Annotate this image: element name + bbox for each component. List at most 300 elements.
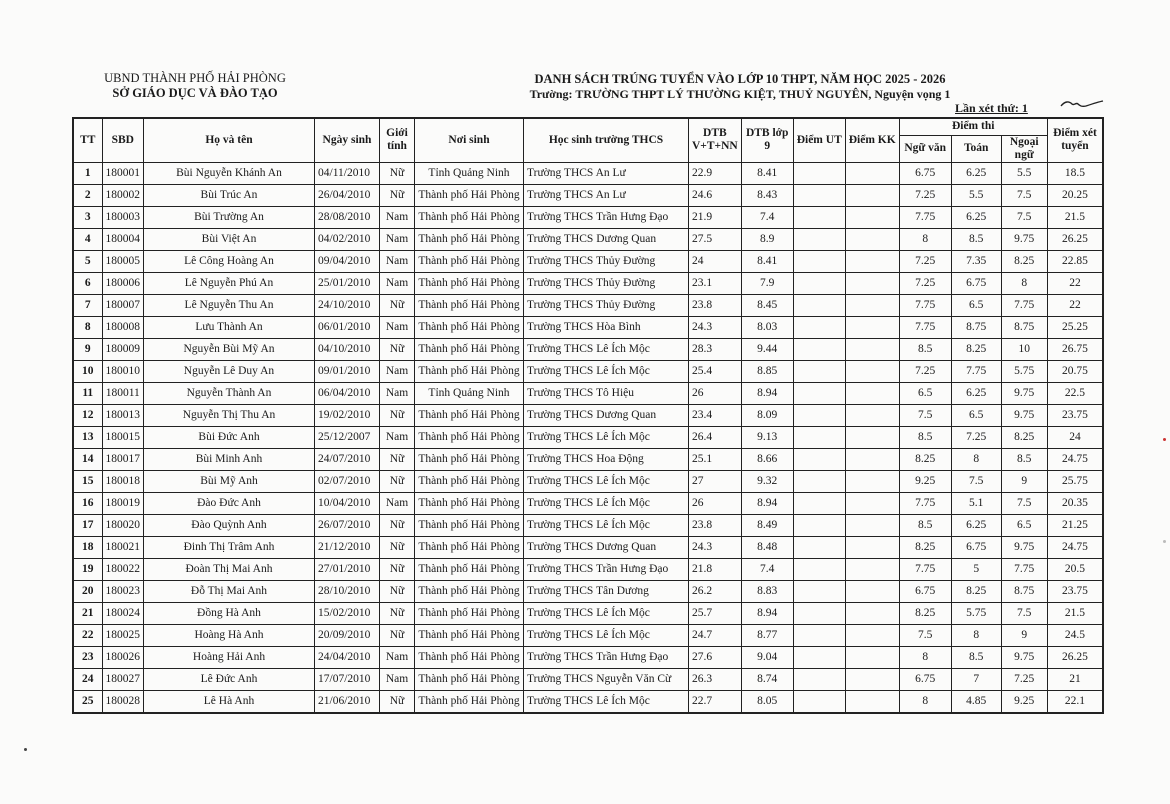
row-birthplace: Thành phố Hải Phòng bbox=[415, 426, 524, 448]
document-title: DANH SÁCH TRÚNG TUYỂN VÀO LỚP 10 THPT, NĂM HỌC 2025 - 2026 bbox=[534, 72, 946, 86]
row-xet-tuyen: 21 bbox=[1047, 668, 1103, 690]
row-toan: 6.25 bbox=[951, 162, 1001, 184]
row-dob: 04/10/2010 bbox=[315, 338, 380, 360]
row-name: Đỗ Thị Mai Anh bbox=[144, 580, 315, 602]
row-toan: 6.5 bbox=[951, 294, 1001, 316]
row-diem-kk bbox=[845, 294, 899, 316]
row-name: Lê Hà Anh bbox=[144, 690, 315, 713]
table-row bbox=[73, 668, 1103, 690]
row-gender: Nữ bbox=[380, 536, 415, 558]
row-ngu-van: 7.75 bbox=[899, 316, 951, 338]
col-gender: Giới tính bbox=[380, 118, 415, 162]
row-dtb: 23.1 bbox=[689, 272, 742, 294]
row-dob: 09/04/2010 bbox=[315, 250, 380, 272]
row-diem-kk bbox=[845, 690, 899, 713]
row-school: Trường THCS Lê Ích Mộc bbox=[524, 426, 689, 448]
row-dtb9: 9.13 bbox=[741, 426, 793, 448]
row-name: Đào Đức Anh bbox=[144, 492, 315, 514]
row-tt: 11 bbox=[73, 382, 102, 404]
row-diem-kk bbox=[845, 382, 899, 404]
row-diem-kk bbox=[845, 184, 899, 206]
row-ngoai-ngu: 9.75 bbox=[1001, 536, 1047, 558]
row-diem-ut bbox=[793, 206, 845, 228]
row-name: Đào Quỳnh Anh bbox=[144, 514, 315, 536]
row-diem-kk bbox=[845, 426, 899, 448]
row-gender: Nữ bbox=[380, 558, 415, 580]
row-dtb: 21.9 bbox=[689, 206, 742, 228]
row-xet-tuyen: 18.5 bbox=[1047, 162, 1103, 184]
row-dtb: 23.8 bbox=[689, 514, 742, 536]
row-toan: 5.75 bbox=[951, 602, 1001, 624]
row-school: Trường THCS Dương Quan bbox=[524, 536, 689, 558]
row-tt: 3 bbox=[73, 206, 102, 228]
row-dob: 26/04/2010 bbox=[315, 184, 380, 206]
row-diem-ut bbox=[793, 426, 845, 448]
row-gender: Nam bbox=[380, 206, 415, 228]
row-tt: 18 bbox=[73, 536, 102, 558]
row-toan: 8.5 bbox=[951, 646, 1001, 668]
row-ngoai-ngu: 6.5 bbox=[1001, 514, 1047, 536]
row-toan: 6.75 bbox=[951, 536, 1001, 558]
row-diem-ut bbox=[793, 316, 845, 338]
row-ngu-van: 7.25 bbox=[899, 360, 951, 382]
row-birthplace: Thành phố Hải Phòng bbox=[415, 448, 524, 470]
document-subtitle: Trường: TRƯỜNG THPT LÝ THƯỜNG KIỆT, THUỶ NGUYÊN, Nguyện vọng 1 bbox=[529, 87, 951, 101]
row-dtb9: 8.94 bbox=[741, 602, 793, 624]
row-tt: 17 bbox=[73, 514, 102, 536]
row-dtb9: 8.66 bbox=[741, 448, 793, 470]
row-name: Nguyễn Bùi Mỹ An bbox=[144, 338, 315, 360]
row-gender: Nam bbox=[380, 646, 415, 668]
row-tt: 9 bbox=[73, 338, 102, 360]
row-xet-tuyen: 26.25 bbox=[1047, 228, 1103, 250]
row-birthplace: Thành phố Hải Phòng bbox=[415, 206, 524, 228]
row-school: Trường THCS Lê Ích Mộc bbox=[524, 602, 689, 624]
row-sbd: 180010 bbox=[102, 360, 144, 382]
col-group-diem-thi: Điểm thi bbox=[899, 118, 1047, 135]
row-dob: 15/02/2010 bbox=[315, 602, 380, 624]
row-dtb9: 7.4 bbox=[741, 558, 793, 580]
row-diem-kk bbox=[845, 404, 899, 426]
row-birthplace: Thành phố Hải Phòng bbox=[415, 184, 524, 206]
col-school: Học sinh trường THCS bbox=[524, 118, 689, 162]
row-diem-kk bbox=[845, 514, 899, 536]
table-row bbox=[73, 624, 1103, 646]
row-sbd: 180015 bbox=[102, 426, 144, 448]
row-school: Trường THCS Lê Ích Mộc bbox=[524, 514, 689, 536]
row-dtb9: 8.9 bbox=[741, 228, 793, 250]
row-dtb9: 9.44 bbox=[741, 338, 793, 360]
row-dtb9: 9.32 bbox=[741, 470, 793, 492]
row-ngoai-ngu: 7.5 bbox=[1001, 184, 1047, 206]
row-birthplace: Thành phố Hải Phòng bbox=[415, 470, 524, 492]
row-gender: Nữ bbox=[380, 690, 415, 713]
row-dob: 26/07/2010 bbox=[315, 514, 380, 536]
row-diem-kk bbox=[845, 492, 899, 514]
row-dtb9: 7.9 bbox=[741, 272, 793, 294]
row-sbd: 180003 bbox=[102, 206, 144, 228]
row-gender: Nam bbox=[380, 360, 415, 382]
row-sbd: 180028 bbox=[102, 690, 144, 713]
row-ngoai-ngu: 8.5 bbox=[1001, 448, 1047, 470]
row-ngoai-ngu: 9.75 bbox=[1001, 646, 1047, 668]
row-sbd: 180017 bbox=[102, 448, 144, 470]
row-dob: 10/04/2010 bbox=[315, 492, 380, 514]
col-ngoai-ngu: Ngoại ngữ bbox=[1001, 135, 1047, 162]
table-row bbox=[73, 360, 1103, 382]
row-dtb: 24.3 bbox=[689, 316, 742, 338]
table-row bbox=[73, 294, 1103, 316]
row-tt: 22 bbox=[73, 624, 102, 646]
row-ngoai-ngu: 9 bbox=[1001, 624, 1047, 646]
row-tt: 21 bbox=[73, 602, 102, 624]
col-dtb: DTB V+T+NN bbox=[689, 118, 742, 162]
table-row bbox=[73, 426, 1103, 448]
row-xet-tuyen: 24.5 bbox=[1047, 624, 1103, 646]
col-diem-kk: Điểm KK bbox=[845, 118, 899, 162]
row-diem-kk bbox=[845, 316, 899, 338]
row-toan: 8 bbox=[951, 624, 1001, 646]
row-dtb: 23.8 bbox=[689, 294, 742, 316]
row-birthplace: Thành phố Hải Phòng bbox=[415, 690, 524, 713]
row-birthplace: Thành phố Hải Phòng bbox=[415, 580, 524, 602]
row-name: Bùi Mỹ Anh bbox=[144, 470, 315, 492]
row-dtb9: 8.43 bbox=[741, 184, 793, 206]
row-dob: 17/07/2010 bbox=[315, 668, 380, 690]
row-sbd: 180001 bbox=[102, 162, 144, 184]
row-dtb: 25.4 bbox=[689, 360, 742, 382]
row-ngoai-ngu: 7.5 bbox=[1001, 602, 1047, 624]
row-diem-ut bbox=[793, 382, 845, 404]
row-gender: Nữ bbox=[380, 602, 415, 624]
col-birthplace: Nơi sinh bbox=[415, 118, 524, 162]
row-gender: Nam bbox=[380, 228, 415, 250]
table-row bbox=[73, 558, 1103, 580]
row-ngu-van: 7.75 bbox=[899, 558, 951, 580]
table-row bbox=[73, 250, 1103, 272]
row-birthplace: Thành phố Hải Phòng bbox=[415, 228, 524, 250]
row-ngoai-ngu: 7.25 bbox=[1001, 668, 1047, 690]
row-birthplace: Thành phố Hải Phòng bbox=[415, 514, 524, 536]
row-dob: 06/01/2010 bbox=[315, 316, 380, 338]
row-name: Hoàng Hải Anh bbox=[144, 646, 315, 668]
row-ngu-van: 6.75 bbox=[899, 580, 951, 602]
row-diem-kk bbox=[845, 536, 899, 558]
row-ngu-van: 7.25 bbox=[899, 184, 951, 206]
row-diem-kk bbox=[845, 624, 899, 646]
row-name: Lưu Thành An bbox=[144, 316, 315, 338]
row-ngoai-ngu: 7.5 bbox=[1001, 206, 1047, 228]
table-row bbox=[73, 272, 1103, 294]
row-xet-tuyen: 24 bbox=[1047, 426, 1103, 448]
row-xet-tuyen: 23.75 bbox=[1047, 580, 1103, 602]
row-dob: 24/10/2010 bbox=[315, 294, 380, 316]
row-xet-tuyen: 20.35 bbox=[1047, 492, 1103, 514]
row-tt: 8 bbox=[73, 316, 102, 338]
row-school: Trường THCS Thủy Đường bbox=[524, 272, 689, 294]
col-dtb9: DTB lớp 9 bbox=[741, 118, 793, 162]
row-dtb9: 9.04 bbox=[741, 646, 793, 668]
admission-table bbox=[72, 117, 1104, 714]
row-ngoai-ngu: 7.5 bbox=[1001, 492, 1047, 514]
row-diem-ut bbox=[793, 448, 845, 470]
row-dtb9: 8.05 bbox=[741, 690, 793, 713]
table-row bbox=[73, 228, 1103, 250]
row-diem-kk bbox=[845, 162, 899, 184]
row-name: Hoàng Hà Anh bbox=[144, 624, 315, 646]
row-gender: Nam bbox=[380, 316, 415, 338]
row-ngu-van: 7.75 bbox=[899, 294, 951, 316]
row-toan: 7 bbox=[951, 668, 1001, 690]
row-dtb9: 8.94 bbox=[741, 382, 793, 404]
col-sbd: SBD bbox=[102, 118, 144, 162]
row-gender: Nam bbox=[380, 426, 415, 448]
row-dob: 24/04/2010 bbox=[315, 646, 380, 668]
row-school: Trường THCS Lê Ích Mộc bbox=[524, 690, 689, 713]
row-name: Lê Công Hoàng An bbox=[144, 250, 315, 272]
row-gender: Nữ bbox=[380, 338, 415, 360]
table-row bbox=[73, 514, 1103, 536]
row-dtb: 21.8 bbox=[689, 558, 742, 580]
row-xet-tuyen: 23.75 bbox=[1047, 404, 1103, 426]
row-sbd: 180025 bbox=[102, 624, 144, 646]
table-header bbox=[73, 118, 1103, 162]
row-name: Nguyễn Lê Duy An bbox=[144, 360, 315, 382]
row-school: Trường THCS Tân Dương bbox=[524, 580, 689, 602]
row-dtb9: 8.83 bbox=[741, 580, 793, 602]
row-name: Nguyễn Thị Thu An bbox=[144, 404, 315, 426]
row-ngu-van: 8 bbox=[899, 228, 951, 250]
row-tt: 1 bbox=[73, 162, 102, 184]
row-gender: Nam bbox=[380, 382, 415, 404]
row-dtb: 23.4 bbox=[689, 404, 742, 426]
row-name: Đinh Thị Trâm Anh bbox=[144, 536, 315, 558]
row-name: Nguyễn Thành An bbox=[144, 382, 315, 404]
row-sbd: 180011 bbox=[102, 382, 144, 404]
row-diem-ut bbox=[793, 162, 845, 184]
row-tt: 10 bbox=[73, 360, 102, 382]
row-tt: 5 bbox=[73, 250, 102, 272]
row-xet-tuyen: 25.25 bbox=[1047, 316, 1103, 338]
row-ngu-van: 7.25 bbox=[899, 272, 951, 294]
row-tt: 19 bbox=[73, 558, 102, 580]
row-diem-kk bbox=[845, 668, 899, 690]
row-ngoai-ngu: 8.75 bbox=[1001, 580, 1047, 602]
row-birthplace: Tỉnh Quảng Ninh bbox=[415, 162, 524, 184]
row-school: Trường THCS Trần Hưng Đạo bbox=[524, 646, 689, 668]
row-dtb: 28.3 bbox=[689, 338, 742, 360]
row-school: Trường THCS Trần Hưng Đạo bbox=[524, 206, 689, 228]
row-dtb: 22.7 bbox=[689, 690, 742, 713]
row-dtb: 26.4 bbox=[689, 426, 742, 448]
row-toan: 8 bbox=[951, 448, 1001, 470]
authority-line-2: SỞ GIÁO DỤC VÀ ĐÀO TẠO bbox=[112, 86, 278, 100]
row-school: Trường THCS An Lư bbox=[524, 162, 689, 184]
row-ngu-van: 9.25 bbox=[899, 470, 951, 492]
row-ngoai-ngu: 8 bbox=[1001, 272, 1047, 294]
table-row bbox=[73, 162, 1103, 184]
row-dtb9: 8.77 bbox=[741, 624, 793, 646]
row-diem-ut bbox=[793, 646, 845, 668]
row-ngoai-ngu: 9.75 bbox=[1001, 404, 1047, 426]
row-dob: 04/11/2010 bbox=[315, 162, 380, 184]
row-toan: 6.25 bbox=[951, 514, 1001, 536]
row-ngu-van: 7.5 bbox=[899, 624, 951, 646]
row-diem-ut bbox=[793, 536, 845, 558]
row-birthplace: Thành phố Hải Phòng bbox=[415, 404, 524, 426]
row-sbd: 180013 bbox=[102, 404, 144, 426]
row-ngu-van: 7.5 bbox=[899, 404, 951, 426]
row-diem-kk bbox=[845, 470, 899, 492]
row-dtb: 26.3 bbox=[689, 668, 742, 690]
row-ngu-van: 8.25 bbox=[899, 536, 951, 558]
row-toan: 5 bbox=[951, 558, 1001, 580]
row-dtb9: 7.4 bbox=[741, 206, 793, 228]
row-xet-tuyen: 26.75 bbox=[1047, 338, 1103, 360]
row-dob: 27/01/2010 bbox=[315, 558, 380, 580]
row-toan: 5.1 bbox=[951, 492, 1001, 514]
row-sbd: 180024 bbox=[102, 602, 144, 624]
table-row bbox=[73, 338, 1103, 360]
authority-line-1: UBND THÀNH PHỐ HẢI PHÒNG bbox=[104, 71, 286, 85]
row-diem-ut bbox=[793, 228, 845, 250]
row-school: Trường THCS Lê Ích Mộc bbox=[524, 492, 689, 514]
row-diem-ut bbox=[793, 492, 845, 514]
row-ngoai-ngu: 8.25 bbox=[1001, 250, 1047, 272]
row-xet-tuyen: 24.75 bbox=[1047, 448, 1103, 470]
row-ngu-van: 8.25 bbox=[899, 448, 951, 470]
row-dtb: 22.9 bbox=[689, 162, 742, 184]
row-name: Đồng Hà Anh bbox=[144, 602, 315, 624]
row-ngoai-ngu: 10 bbox=[1001, 338, 1047, 360]
row-xet-tuyen: 21.25 bbox=[1047, 514, 1103, 536]
scan-mark bbox=[24, 748, 27, 751]
row-diem-ut bbox=[793, 404, 845, 426]
row-birthplace: Thành phố Hải Phòng bbox=[415, 602, 524, 624]
row-ngu-van: 7.25 bbox=[899, 250, 951, 272]
row-diem-kk bbox=[845, 558, 899, 580]
table-row bbox=[73, 382, 1103, 404]
row-dob: 21/06/2010 bbox=[315, 690, 380, 713]
row-diem-kk bbox=[845, 602, 899, 624]
row-diem-ut bbox=[793, 360, 845, 382]
row-diem-ut bbox=[793, 470, 845, 492]
row-name: Lê Nguyễn Phú An bbox=[144, 272, 315, 294]
row-ngoai-ngu: 8.25 bbox=[1001, 426, 1047, 448]
row-school: Trường THCS Thủy Đường bbox=[524, 250, 689, 272]
row-name: Bùi Đức Anh bbox=[144, 426, 315, 448]
row-school: Trường THCS Thủy Đường bbox=[524, 294, 689, 316]
row-xet-tuyen: 21.5 bbox=[1047, 206, 1103, 228]
row-dtb9: 8.74 bbox=[741, 668, 793, 690]
row-xet-tuyen: 25.75 bbox=[1047, 470, 1103, 492]
row-xet-tuyen: 24.75 bbox=[1047, 536, 1103, 558]
row-dob: 21/12/2010 bbox=[315, 536, 380, 558]
row-xet-tuyen: 20.25 bbox=[1047, 184, 1103, 206]
row-xet-tuyen: 22.85 bbox=[1047, 250, 1103, 272]
row-school: Trường THCS Dương Quan bbox=[524, 228, 689, 250]
table-row bbox=[73, 206, 1103, 228]
col-name: Họ và tên bbox=[144, 118, 315, 162]
row-toan: 7.75 bbox=[951, 360, 1001, 382]
row-ngoai-ngu: 9.25 bbox=[1001, 690, 1047, 713]
row-dtb: 24 bbox=[689, 250, 742, 272]
table-row bbox=[73, 690, 1103, 713]
row-diem-kk bbox=[845, 228, 899, 250]
table-row bbox=[73, 316, 1103, 338]
row-sbd: 180023 bbox=[102, 580, 144, 602]
row-dtb: 26 bbox=[689, 382, 742, 404]
row-dob: 28/10/2010 bbox=[315, 580, 380, 602]
row-school: Trường THCS Lê Ích Mộc bbox=[524, 470, 689, 492]
row-gender: Nữ bbox=[380, 184, 415, 206]
row-toan: 7.35 bbox=[951, 250, 1001, 272]
row-sbd: 180004 bbox=[102, 228, 144, 250]
row-ngu-van: 8 bbox=[899, 646, 951, 668]
row-birthplace: Thành phố Hải Phòng bbox=[415, 558, 524, 580]
row-ngu-van: 8 bbox=[899, 690, 951, 713]
row-tt: 7 bbox=[73, 294, 102, 316]
row-school: Trường THCS Trần Hưng Đạo bbox=[524, 558, 689, 580]
table-row bbox=[73, 470, 1103, 492]
row-dtb: 26.2 bbox=[689, 580, 742, 602]
col-xet-tuyen: Điểm xét tuyển bbox=[1047, 118, 1103, 162]
row-xet-tuyen: 22.1 bbox=[1047, 690, 1103, 713]
row-tt: 25 bbox=[73, 690, 102, 713]
row-diem-ut bbox=[793, 624, 845, 646]
row-ngu-van: 6.75 bbox=[899, 668, 951, 690]
row-school: Trường THCS Nguyễn Văn Cừ bbox=[524, 668, 689, 690]
row-dtb: 27.5 bbox=[689, 228, 742, 250]
row-dtb: 24.6 bbox=[689, 184, 742, 206]
row-ngu-van: 8.5 bbox=[899, 426, 951, 448]
row-sbd: 180021 bbox=[102, 536, 144, 558]
row-diem-kk bbox=[845, 338, 899, 360]
scan-mark bbox=[1163, 438, 1166, 441]
row-tt: 15 bbox=[73, 470, 102, 492]
row-diem-ut bbox=[793, 294, 845, 316]
row-toan: 6.75 bbox=[951, 272, 1001, 294]
row-sbd: 180002 bbox=[102, 184, 144, 206]
col-toan: Toán bbox=[951, 135, 1001, 162]
row-gender: Nữ bbox=[380, 470, 415, 492]
row-gender: Nữ bbox=[380, 514, 415, 536]
row-gender: Nữ bbox=[380, 448, 415, 470]
row-dtb9: 8.41 bbox=[741, 162, 793, 184]
table-row bbox=[73, 536, 1103, 558]
row-diem-ut bbox=[793, 514, 845, 536]
row-ngu-van: 8.25 bbox=[899, 602, 951, 624]
document-heading bbox=[470, 72, 1010, 102]
row-diem-ut bbox=[793, 272, 845, 294]
row-dtb9: 8.41 bbox=[741, 250, 793, 272]
row-toan: 5.5 bbox=[951, 184, 1001, 206]
row-tt: 23 bbox=[73, 646, 102, 668]
row-toan: 7.5 bbox=[951, 470, 1001, 492]
row-dtb: 26 bbox=[689, 492, 742, 514]
row-xet-tuyen: 22 bbox=[1047, 294, 1103, 316]
row-diem-kk bbox=[845, 448, 899, 470]
row-tt: 20 bbox=[73, 580, 102, 602]
row-ngu-van: 7.75 bbox=[899, 492, 951, 514]
row-ngu-van: 6.5 bbox=[899, 382, 951, 404]
row-birthplace: Thành phố Hải Phòng bbox=[415, 492, 524, 514]
row-birthplace: Thành phố Hải Phòng bbox=[415, 668, 524, 690]
row-gender: Nam bbox=[380, 668, 415, 690]
row-name: Bùi Trúc An bbox=[144, 184, 315, 206]
row-ngu-van: 8.5 bbox=[899, 514, 951, 536]
row-dtb9: 8.85 bbox=[741, 360, 793, 382]
